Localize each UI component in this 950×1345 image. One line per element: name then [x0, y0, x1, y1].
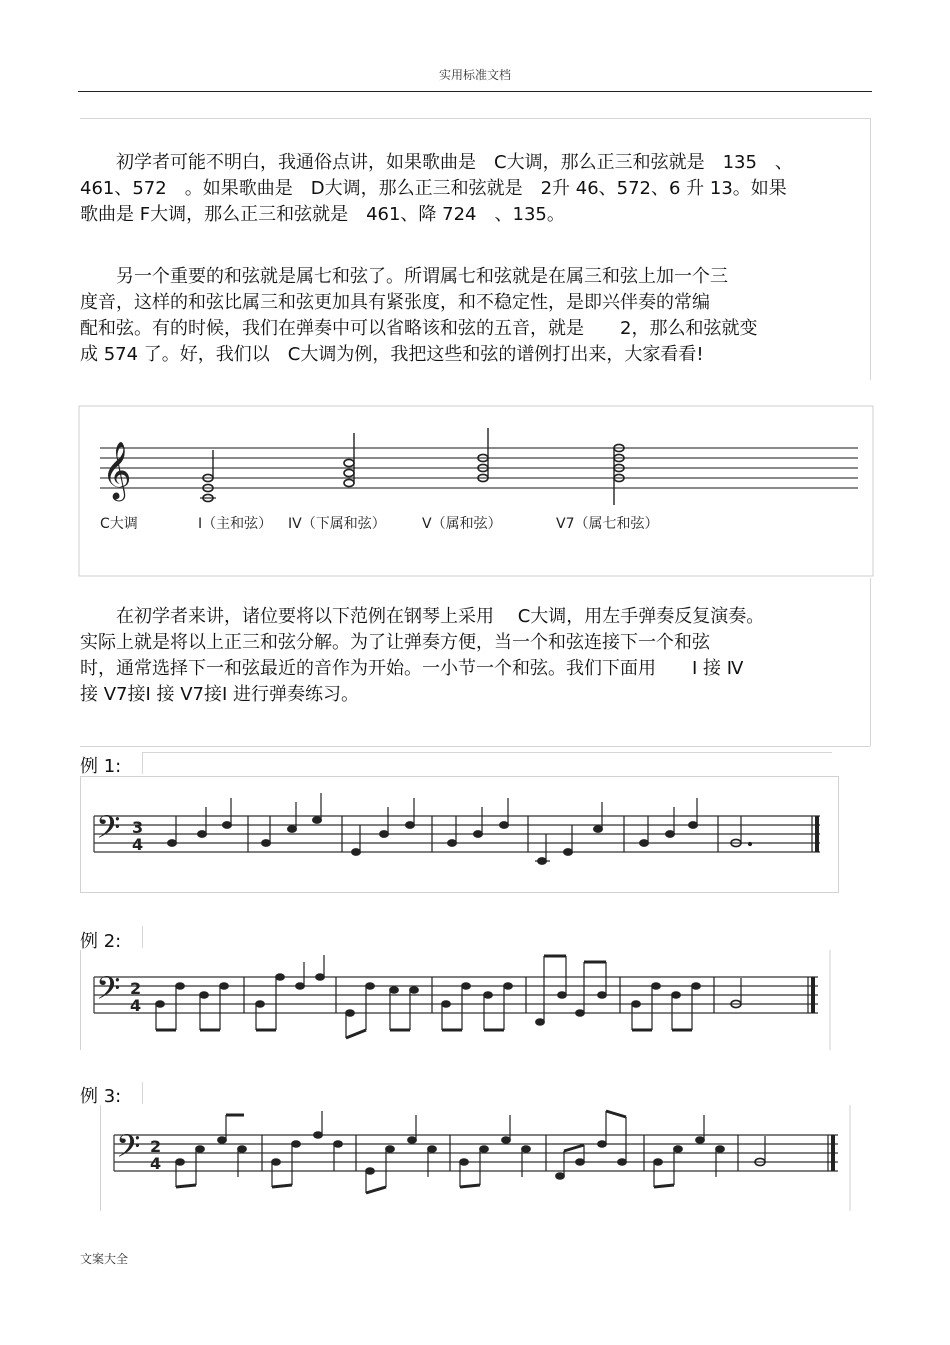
paragraph-3-line-4: 接 V7接Ⅰ 接 V7接Ⅰ 进行弹奏练习。	[80, 684, 360, 705]
label-chord-v7: V7（属七和弦）	[556, 516, 659, 532]
frame-line	[80, 118, 870, 119]
time-signature-top: 2	[130, 979, 142, 998]
frame-line	[142, 1082, 143, 1104]
example-3-score	[100, 1105, 852, 1211]
example-1-notes	[168, 793, 818, 864]
frame-line	[142, 752, 832, 753]
time-signature-bottom: 4	[150, 1154, 162, 1173]
example-1-label: 例 1:	[80, 756, 122, 777]
bass-clef-icon: 𝄢	[96, 970, 121, 1014]
frame-line	[80, 746, 870, 747]
label-chord-iv: IV（下属和弦）	[288, 516, 386, 532]
label-c-major: C大调	[100, 516, 138, 532]
paragraph-1-line-3: 歌曲是 F大调，那么正三和弦就是 461、降 724 、135。	[80, 204, 565, 225]
paragraph-3-line-1: 在初学者来讲，诸位要将以下范例在钢琴上采用 C大调，用左手弹奏反复演奏。	[116, 606, 765, 627]
example-3-label: 例 3:	[80, 1086, 122, 1107]
paragraph-1-line-1: 初学者可能不明白，我通俗点讲，如果歌曲是 C大调，那么正三和弦就是 135 、	[116, 152, 793, 173]
example-3-notes	[176, 1111, 833, 1193]
paragraph-2-line-1: 另一个重要的和弦就是属七和弦了。所谓属七和弦就是在属三和弦上加一个三	[116, 266, 728, 287]
paragraph-1	[80, 150, 870, 228]
example-2-notes	[156, 955, 813, 1038]
time-signature-top: 3	[132, 818, 144, 837]
chord-v	[478, 428, 488, 482]
bass-clef-icon: 𝄢	[116, 1128, 141, 1172]
paragraph-2	[80, 264, 870, 368]
page-footer: 文案大全	[80, 1252, 129, 1266]
time-signature-top: 2	[150, 1137, 162, 1156]
chord-figure	[78, 405, 874, 577]
frame-line	[870, 578, 871, 746]
label-chord-v: V（属和弦）	[422, 516, 502, 532]
paragraph-1-line-2: 461、572 。如果歌曲是 D大调，那么正三和弦就是 2升 46、572、6 升 13。如果	[80, 178, 787, 199]
page-header: 实用标准文档	[438, 68, 511, 82]
paragraph-3-line-2: 实际上就是将以上正三和弦分解。为了让弹奏方便，当一个和弦连接下一个和弦	[80, 632, 710, 653]
example-2-label: 例 2:	[80, 931, 122, 952]
treble-clef-icon: 𝄞	[102, 441, 132, 499]
paragraph-2-line-4: 成 574 了。好，我们以 C大调为例，我把这些和弦的谱例打出来，大家看看!	[80, 344, 704, 365]
chord-v7	[614, 444, 624, 505]
example-2-score	[80, 950, 832, 1050]
frame-line	[142, 752, 143, 774]
paragraph-3	[80, 604, 870, 708]
header-rule	[78, 91, 872, 92]
paragraph-2-line-3: 配和弦。有的时候，我们在弹奏中可以省略该和弦的五音，就是 2，那么和弦就变	[80, 318, 758, 339]
frame-line	[142, 926, 143, 948]
example-1-score	[80, 776, 840, 894]
label-chord-i: I（主和弦）	[198, 516, 273, 532]
frame-line	[870, 118, 871, 380]
paragraph-2-line-2: 度音，这样的和弦比属三和弦更加具有紧张度，和不稳定性，是即兴伴奏的常编	[80, 292, 710, 313]
time-signature-bottom: 4	[130, 996, 142, 1015]
paragraph-3-line-3: 时，通常选择下一和弦最近的音作为开始。一小节一个和弦。我们下面用 Ⅰ 接 Ⅳ	[80, 658, 744, 679]
bass-clef-icon: 𝄢	[96, 809, 121, 853]
time-signature-bottom: 4	[132, 835, 144, 854]
